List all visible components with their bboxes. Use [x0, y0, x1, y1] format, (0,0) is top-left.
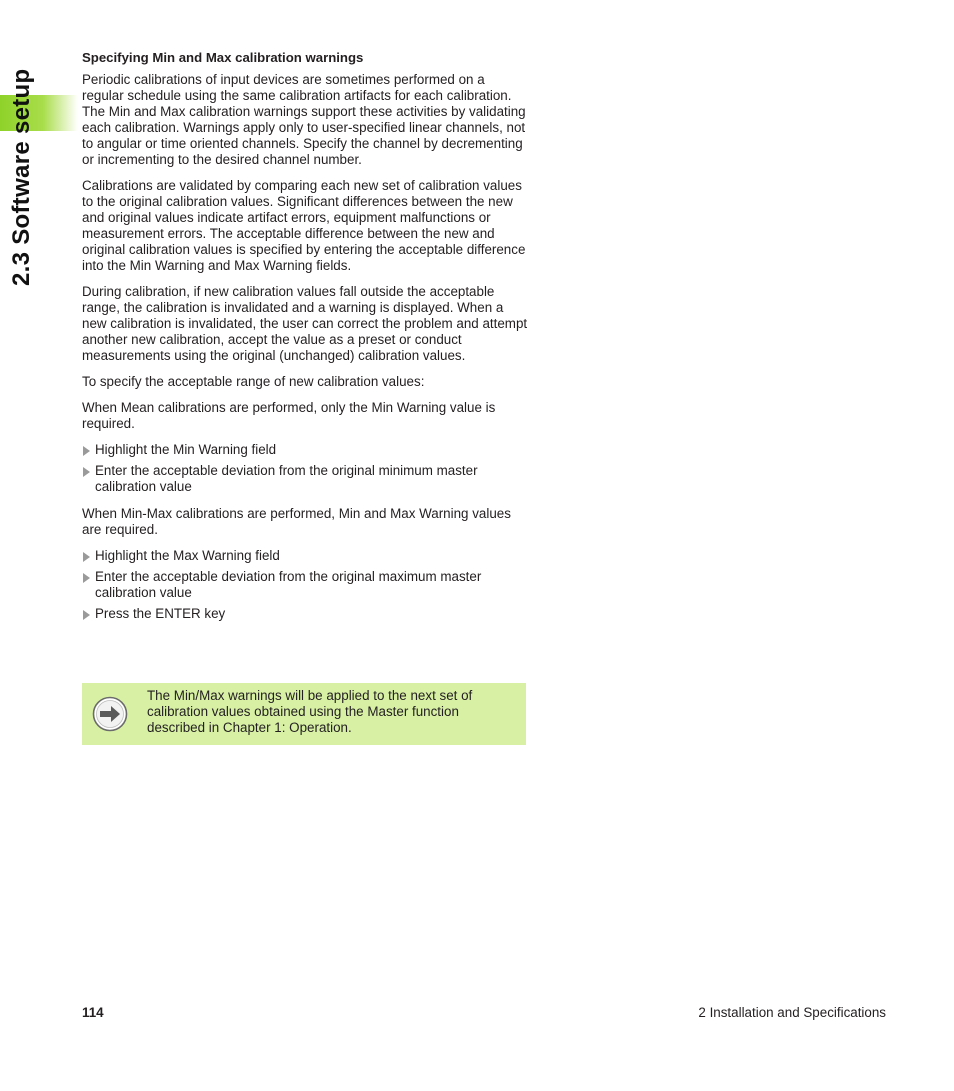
chapter-title: 2 Installation and Specifications	[698, 1005, 886, 1020]
note-text: The Min/Max warnings will be applied to the next set of calibration values obtained using the Master function described in Chapter 1: Operation.	[147, 688, 473, 735]
mean-steps-list	[82, 442, 528, 495]
list-item	[82, 442, 528, 458]
bullet-arrow-icon	[83, 467, 90, 477]
step-text: Enter the acceptable deviation from the original maximum master calibration value	[95, 569, 482, 600]
section-heading: Specifying Min and Max calibration warnings	[82, 50, 364, 65]
step-text: Highlight the Max Warning field	[95, 548, 280, 563]
note-box	[82, 683, 526, 745]
paragraph: Periodic calibrations of input devices are sometimes performed on a regular schedule using the same calibration artifacts for each calibration. The Min and Max calibration warnings support these activities by validating each calibration. Warnings apply only to user-specified linear channels, not to angular or time oriented channels. Specify the channel by decrementing or incrementing to the desired channel number.	[82, 72, 526, 167]
side-tab-title: 2.3 Software setup	[8, 68, 35, 286]
arrow-right-icon	[92, 696, 128, 732]
side-tab	[0, 0, 80, 300]
paragraph: Calibrations are validated by comparing each new set of calibration values to the original calibration values. Significant differences between the new and original values indicate artifact errors, equipment malfunctions or measurement errors. The acceptable difference between the new and original calibration values is specified by entering the acceptable difference into the Min Warning and Max Warning fields.	[82, 178, 526, 273]
step-text: Enter the acceptable deviation from the original minimum master calibration value	[95, 463, 478, 494]
step-text: Press the ENTER key	[95, 606, 226, 621]
list-item	[82, 463, 528, 495]
minmax-steps-list	[82, 548, 528, 622]
paragraph: When Min-Max calibrations are performed, Min and Max Warning values are required.	[82, 506, 511, 537]
list-item	[82, 606, 528, 622]
paragraph: When Mean calibrations are performed, only the Min Warning value is required.	[82, 400, 496, 431]
list-item	[82, 548, 528, 564]
bullet-arrow-icon	[83, 552, 90, 562]
list-item	[82, 569, 528, 601]
bullet-arrow-icon	[83, 446, 90, 456]
page-number: 114	[82, 1005, 104, 1020]
paragraph: During calibration, if new calibration values fall outside the acceptable range, the calibration is invalidated and a warning is displayed. When a new calibration is invalidated, the user can correct the problem and attempt another new calibration, accept the value as a preset or conduct measurements using the original (unchanged) calibration values.	[82, 284, 528, 363]
main-content	[82, 50, 528, 633]
step-text: Highlight the Min Warning field	[95, 442, 277, 457]
bullet-arrow-icon	[83, 573, 90, 583]
bullet-arrow-icon	[83, 610, 90, 620]
paragraph: To specify the acceptable range of new calibration values:	[82, 374, 425, 389]
